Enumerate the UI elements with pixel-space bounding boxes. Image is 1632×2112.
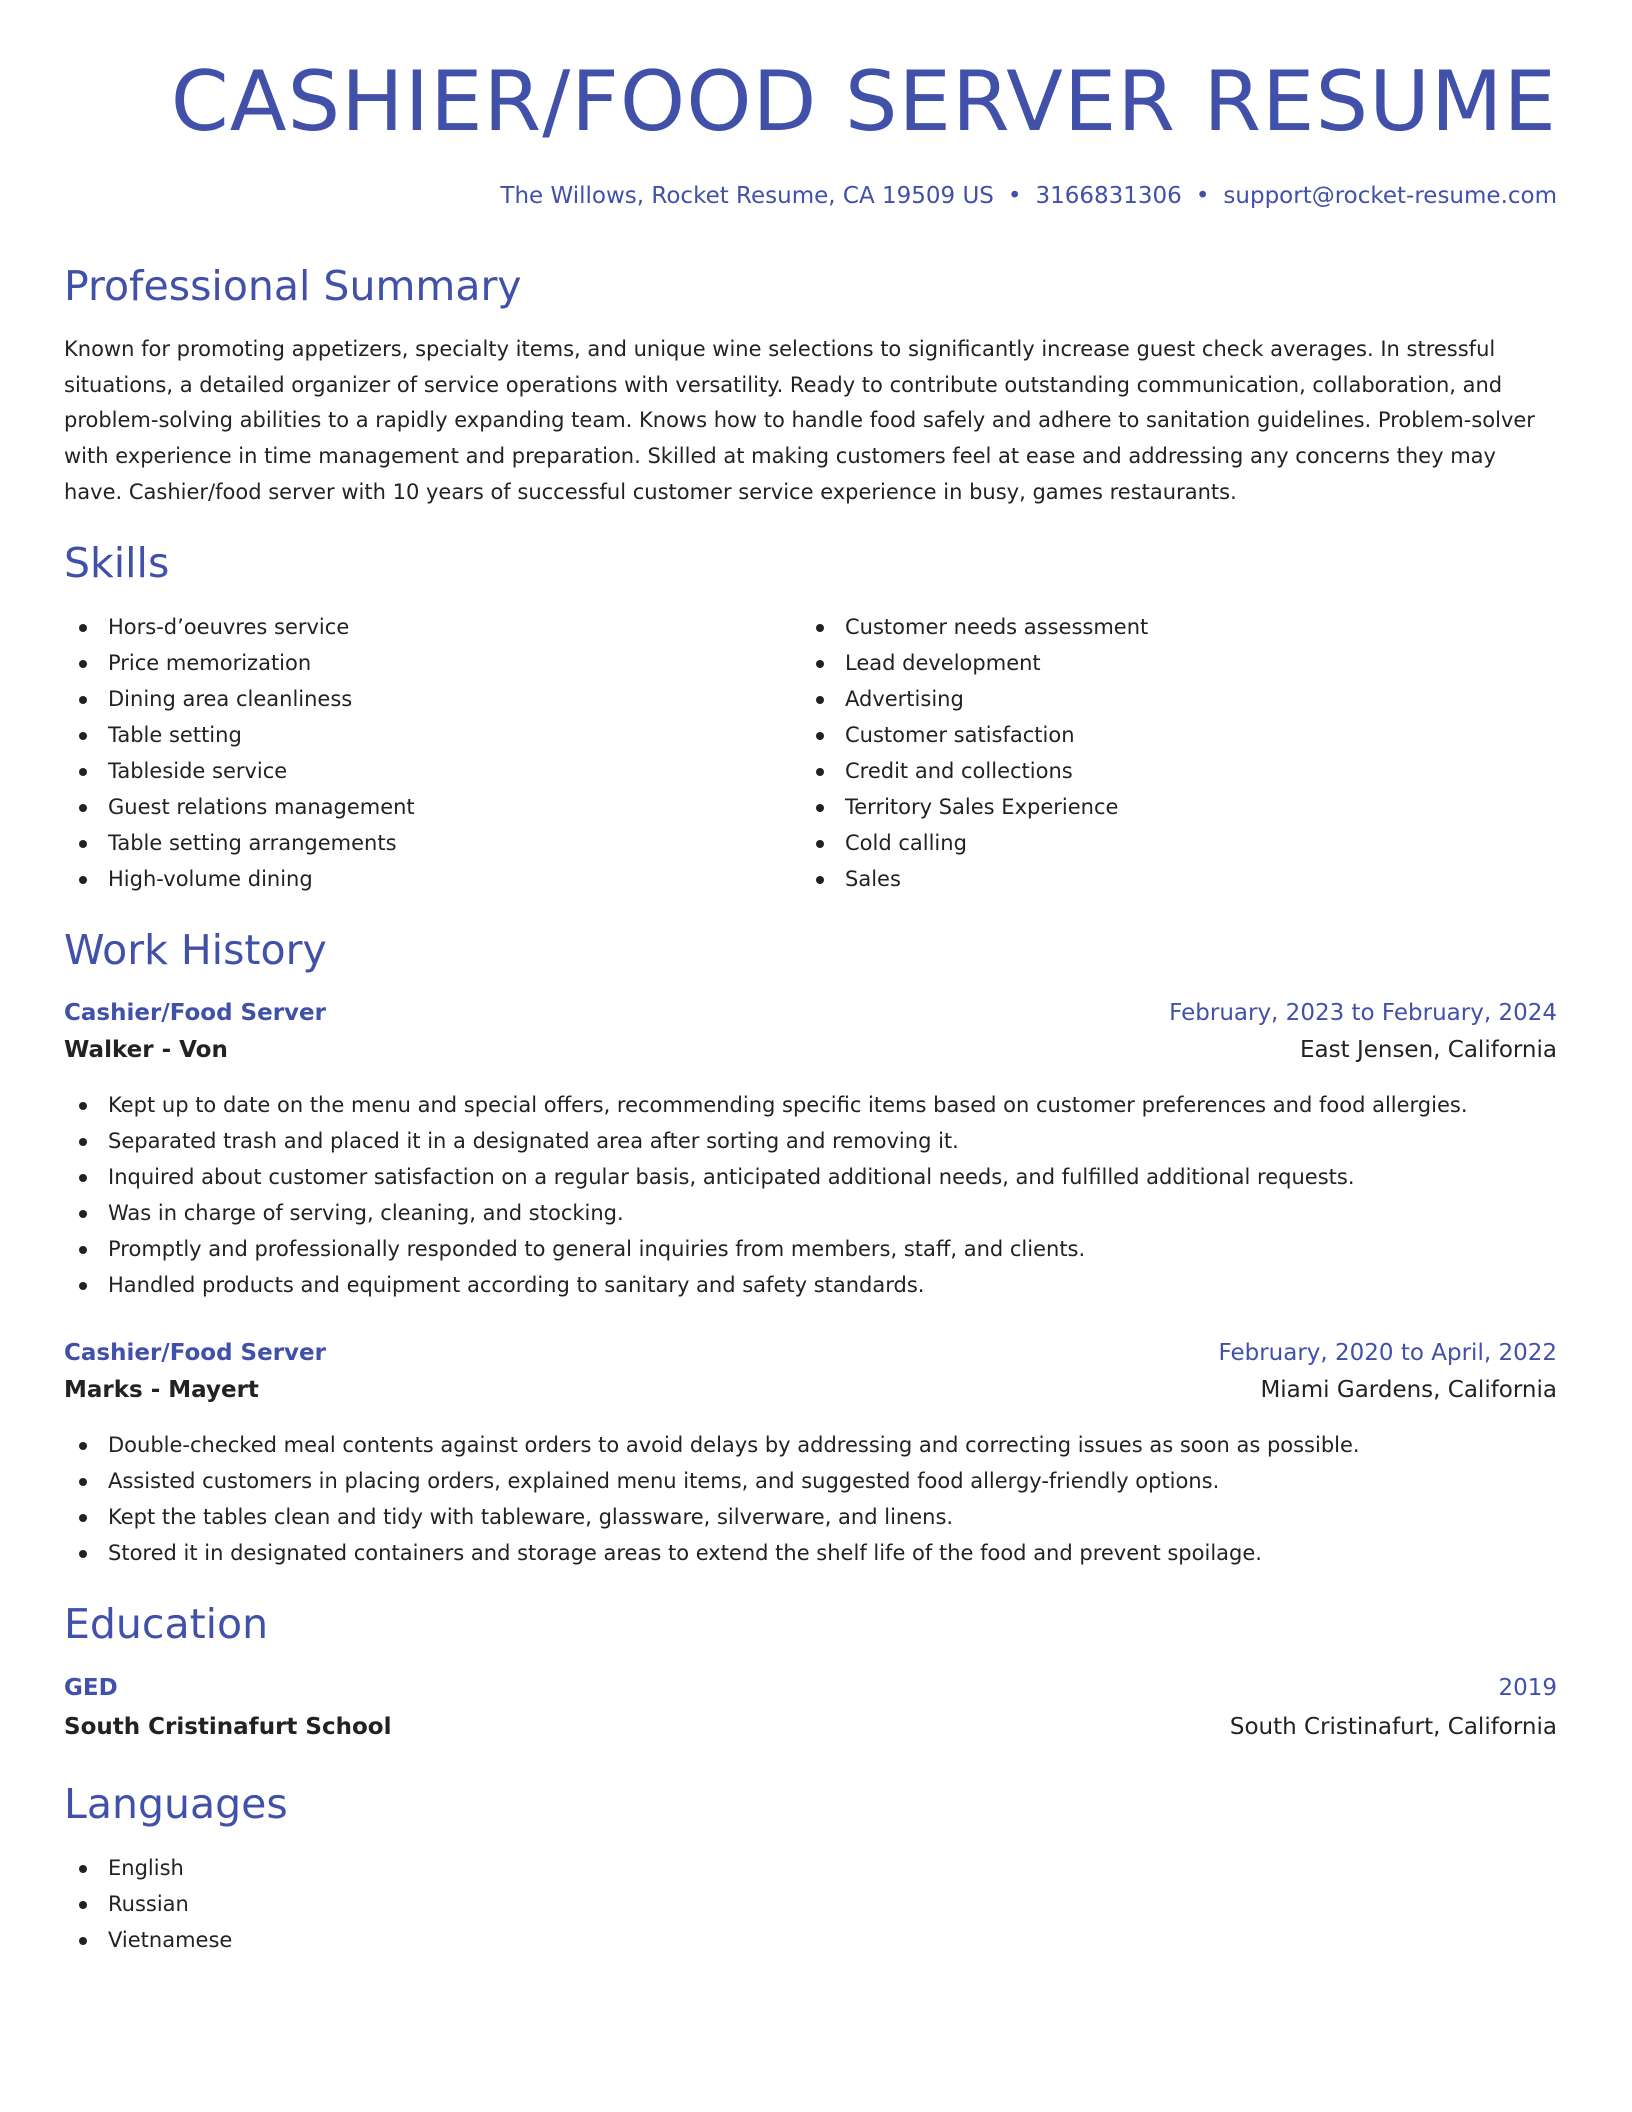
job-location: Miami Gardens, California <box>1260 1377 1557 1403</box>
skill-item: Lead development <box>801 645 1148 681</box>
bullet-dot <box>79 1478 87 1486</box>
skill-item: Tableside service <box>64 753 415 789</box>
skill-item: Sales <box>801 861 1148 897</box>
job-dates: February, 2023 to February, 2024 <box>1169 1000 1557 1026</box>
bullet-dot <box>79 1937 87 1945</box>
job-location: East Jensen, California <box>1300 1037 1557 1063</box>
contact-address: The Willows, Rocket Resume, CA 19509 US <box>500 183 994 209</box>
contact-email[interactable]: support@rocket-resume.com <box>1223 183 1557 209</box>
skills-list-left <box>64 609 415 897</box>
bullet-dot <box>79 804 87 812</box>
summary-heading: Professional Summary <box>64 262 522 310</box>
job-duties-list <box>64 1087 1468 1303</box>
bullet-dot <box>816 696 824 704</box>
bullet-dot <box>79 624 87 632</box>
skill-item: Credit and collections <box>801 753 1148 789</box>
job-duty-item: Inquired about customer satisfaction on a regular basis, anticipated additional needs, and fulfilled additional requests. <box>64 1159 1468 1195</box>
skill-item: Hors-d’oeuvres service <box>64 609 415 645</box>
bullet-dot <box>79 1514 87 1522</box>
bullet-dot <box>816 732 824 740</box>
job-duty-item: Assisted customers in placing orders, explained menu items, and suggested food allergy-friendly options. <box>64 1463 1360 1499</box>
education-school: South Cristinafurt School <box>64 1714 392 1740</box>
skills-heading: Skills <box>64 539 170 587</box>
bullet-dot <box>79 1442 87 1450</box>
skill-item: Price memorization <box>64 645 415 681</box>
job-header-row <box>64 995 1557 1031</box>
bullet-dot <box>79 1138 87 1146</box>
job-duty-item: Handled products and equipment according to sanitary and safety standards. <box>64 1267 1468 1303</box>
job-title: Cashier/Food Server <box>64 1340 326 1366</box>
skill-item: Territory Sales Experience <box>801 789 1148 825</box>
job-company: Walker - Von <box>64 1037 228 1063</box>
skill-item: Table setting <box>64 717 415 753</box>
education-year: 2019 <box>1498 1675 1557 1701</box>
skill-item: Guest relations management <box>64 789 415 825</box>
job-dates: February, 2020 to April, 2022 <box>1218 1340 1557 1366</box>
work-history-heading: Work History <box>64 926 327 974</box>
bullet-dot <box>79 840 87 848</box>
bullet-dot <box>816 804 824 812</box>
skill-item: High-volume dining <box>64 861 415 897</box>
contact-phone: 3166831306 <box>1035 183 1182 209</box>
bullet-dot <box>79 1174 87 1182</box>
job-duty-item: Separated trash and placed it in a designated area after sorting and removing it. <box>64 1123 1468 1159</box>
education-heading: Education <box>64 1600 269 1648</box>
languages-heading: Languages <box>64 1780 288 1828</box>
job-duty-item: Promptly and professionally responded to general inquiries from members, staff, and clients. <box>64 1231 1468 1267</box>
contact-line <box>500 180 1557 212</box>
bullet-dot <box>816 840 824 848</box>
job-duty-item: Kept the tables clean and tidy with tableware, glassware, silverware, and linens. <box>64 1499 1360 1535</box>
contact-separator: • <box>1195 183 1210 209</box>
education-location: South Cristinafurt, California <box>1229 1714 1557 1740</box>
skill-item: Customer needs assessment <box>801 609 1148 645</box>
skill-item: Cold calling <box>801 825 1148 861</box>
languages-list <box>64 1850 232 1958</box>
contact-separator: • <box>1007 183 1022 209</box>
skill-item: Dining area cleanliness <box>64 681 415 717</box>
job-duty-item: Double-checked meal contents against orders to avoid delays by addressing and correcting issues as soon as possible. <box>64 1427 1360 1463</box>
job-company-row <box>64 1372 1557 1408</box>
bullet-dot <box>79 1102 87 1110</box>
bullet-dot <box>79 1901 87 1909</box>
skill-item: Customer satisfaction <box>801 717 1148 753</box>
bullet-dot <box>79 1282 87 1290</box>
job-duty-item: Was in charge of serving, cleaning, and stocking. <box>64 1195 1468 1231</box>
education-school-row <box>64 1709 1557 1745</box>
bullet-dot <box>79 768 87 776</box>
language-item: Russian <box>64 1886 232 1922</box>
education-degree: GED <box>64 1675 118 1701</box>
bullet-dot <box>79 660 87 668</box>
job-title: Cashier/Food Server <box>64 1000 326 1026</box>
bullet-dot <box>816 768 824 776</box>
job-header-row <box>64 1335 1557 1371</box>
resume-title: CASHIER/FOOD SERVER RESUME <box>170 53 1557 150</box>
job-duties-list <box>64 1427 1360 1571</box>
bullet-dot <box>79 696 87 704</box>
skills-list-right <box>801 609 1148 897</box>
bullet-dot <box>79 1550 87 1558</box>
skill-item: Table setting arrangements <box>64 825 415 861</box>
education-header-row <box>64 1670 1557 1706</box>
bullet-dot <box>79 876 87 884</box>
job-duty-item: Kept up to date on the menu and special offers, recommending specific items based on customer preferences and food allergies. <box>64 1087 1468 1123</box>
bullet-dot <box>79 1865 87 1873</box>
bullet-dot <box>816 876 824 884</box>
bullet-dot <box>816 624 824 632</box>
job-company: Marks - Mayert <box>64 1377 259 1403</box>
summary-text: Known for promoting appetizers, specialty items, and unique wine selections to significantly increase guest check averages. In stressful situations, a detailed organizer of service operations with versatility. Ready to contribute outstanding communication, collaboration, and problem-solving abilities to a rapidly expanding team. Knows how to handle food safely and adhere to sanitation guidelines. Problem-solver with experience in time management and preparation. Skilled at making customers feel at ease and addressing any concerns they may have. Cashier/food server with 10 years of successful customer service experience in busy, games restaurants. <box>64 337 1535 504</box>
bullet-dot <box>816 660 824 668</box>
skill-item: Advertising <box>801 681 1148 717</box>
job-company-row <box>64 1032 1557 1068</box>
bullet-dot <box>79 732 87 740</box>
bullet-dot <box>79 1210 87 1218</box>
language-item: English <box>64 1850 232 1886</box>
bullet-dot <box>79 1246 87 1254</box>
job-duty-item: Stored it in designated containers and storage areas to extend the shelf life of the food and prevent spoilage. <box>64 1535 1360 1571</box>
language-item: Vietnamese <box>64 1922 232 1958</box>
